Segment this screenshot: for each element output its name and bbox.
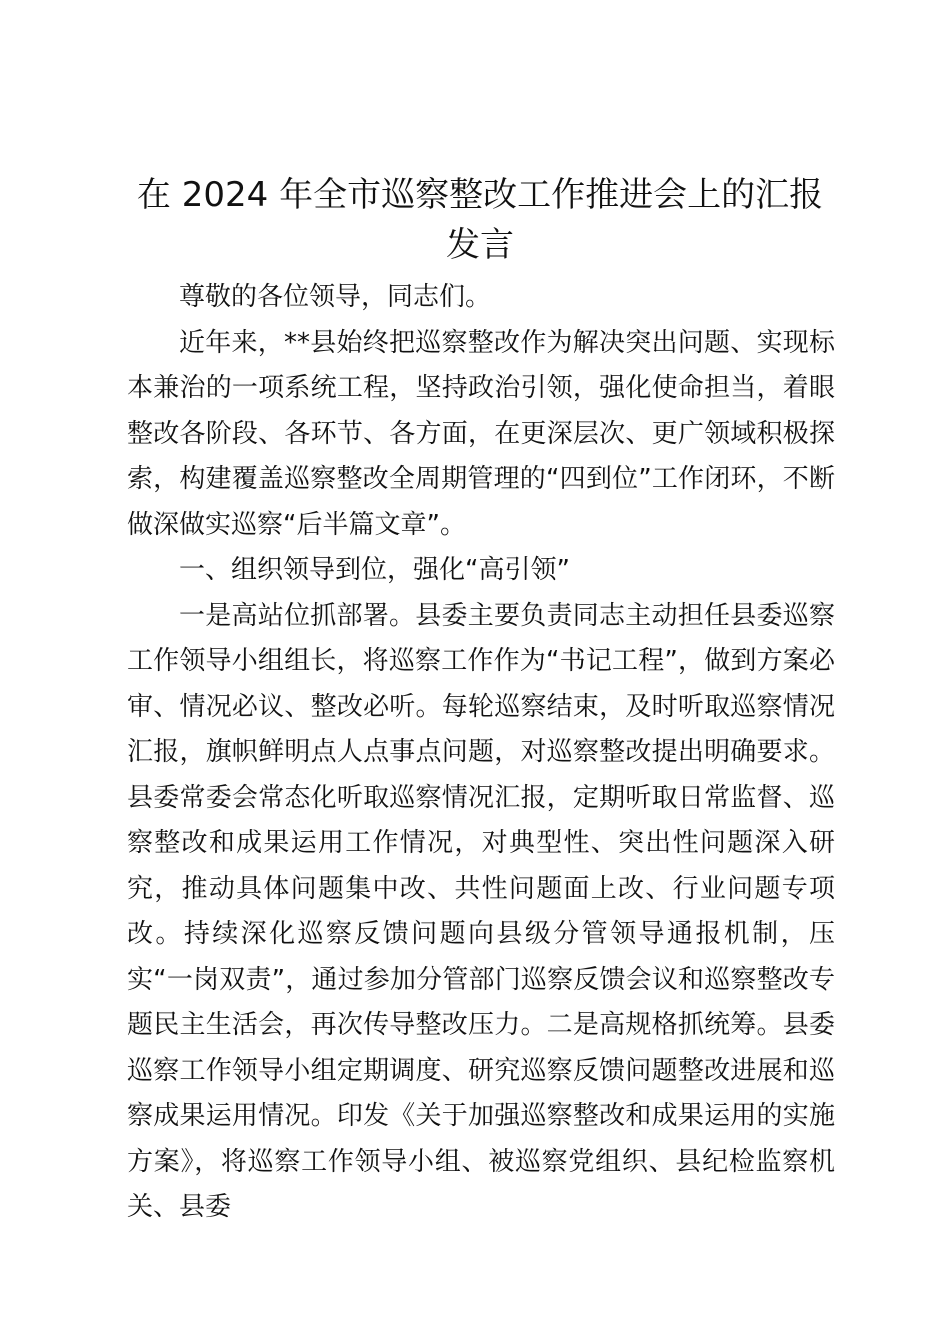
intro-paragraph: 近年来，**县始终把巡察整改作为解决突出问题、实现标本兼治的一项系统工程，坚持政治引领，强化使命担当，着眼整改各阶段、各环节、各方面，在更深层次、更广领域积极探索，构建覆盖巡察整改全周期管理的“四到位”工作闭环，不断做深做实巡察“后半篇文章”。 xyxy=(127,327,835,540)
section-heading: 一、组织领导到位，强化“高引领” xyxy=(179,555,570,585)
greeting-paragraph: 尊敬的各位领导，同志们。 xyxy=(179,282,492,312)
body-paragraph: 一是高站位抓部署。县委主要负责同志主动担任县委巡察工作领导小组组长，将巡察工作作为“书记工程”，做到方案必审、情况必议、整改必听。每轮巡察结束，及时听取巡察情况汇报，旗帜鲜明点人点事点问题，对巡察整改提出明确要求。县委常委会常态化听取巡察情况汇报，定期听取日常监督、巡察整改和成果运用工作情况，对典型性、突出性问题深入研究，推动具体问题集中改、共性问题面上改、行业问题专项改。持续深化巡察反馈问题向县级分管领导通报机制，压实“一岗双责”，通过参加分管部门巡察反馈会议和巡察整改专题民主生活会，再次传导整改压力。二是高规格抓统筹。县委巡察工作领导小组定期调度、研究巡察反馈问题整改进展和巡察成果运用情况。印发《关于加强巡察整改和成果运用的实施方案》，将巡察工作领导小组、被巡察党组织、县纪检监察机关、县委 xyxy=(127,600,835,1222)
document-body xyxy=(127,275,835,1231)
document-title: 在 2024 年全市巡察整改工作推进会上的汇报发言 xyxy=(136,175,824,265)
